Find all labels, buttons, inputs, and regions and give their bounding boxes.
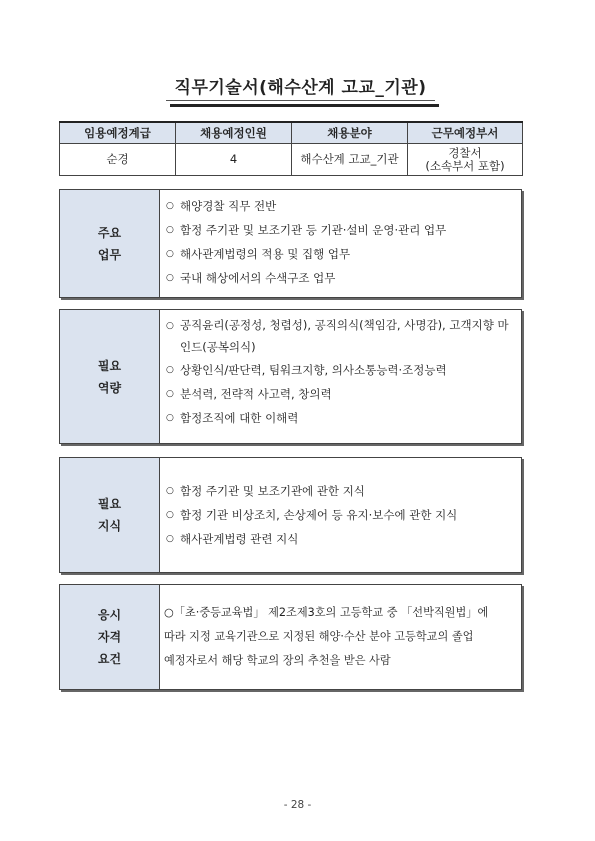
list-item (166, 266, 515, 290)
cell-rank: 순경 (60, 144, 176, 176)
section-eligibility (59, 584, 522, 690)
summary-header-row (60, 122, 523, 144)
list-item (166, 314, 515, 358)
bullet-icon: ○ (166, 201, 174, 211)
section-competencies (59, 309, 522, 444)
item-text: 해사관계법령 관련 지식 (180, 532, 299, 546)
list-item (166, 382, 515, 406)
label-line: 자격 (97, 630, 122, 644)
label-line: 지식 (97, 519, 122, 533)
section-body (160, 310, 521, 443)
bullet-icon: ○ (166, 321, 174, 331)
title-frame (166, 70, 439, 104)
header-count: 채용예정인원 (176, 122, 292, 144)
eligibility-line: 예정자로서 해당 학교의 장의 추천을 받은 사람 (164, 654, 391, 667)
label-line: 필요 (97, 497, 122, 511)
item-text: 해양경찰 직무 전반 (180, 199, 277, 213)
department-line2: (소속부서 포함) (425, 158, 505, 173)
cell-department (408, 144, 523, 176)
cell-count: 4 (176, 144, 292, 176)
item-text: 함정 주기관 및 보조기관 등 기관·설비 운영·관리 업무 (180, 223, 447, 237)
bullet-icon: ○ (166, 413, 174, 423)
summary-table (59, 121, 523, 176)
section-label (60, 310, 160, 443)
item-text: 함정조직에 대한 이해력 (180, 411, 299, 425)
list-item (166, 406, 515, 430)
list-item (166, 358, 515, 382)
eligibility-paragraph (164, 601, 515, 673)
bullet-icon: ○ (166, 510, 174, 520)
list-item (166, 479, 515, 503)
bullet-icon: ○ (166, 249, 174, 259)
header-rank: 임용예정계급 (60, 122, 176, 144)
bullet-icon: ○ (166, 365, 174, 375)
section-body (160, 458, 521, 572)
item-text: 해사관계법령의 적용 및 집행 업무 (180, 247, 351, 261)
header-department: 근무예정부서 (408, 122, 523, 144)
list-item (166, 527, 515, 551)
item-text: 함정 주기관 및 보조기관에 관한 지식 (180, 484, 365, 498)
bullet-icon: ○ (166, 273, 174, 283)
page-title: 직무기술서(해수산계 고교_기관) (166, 70, 435, 101)
section-body (160, 190, 521, 297)
cell-field: 해수산계 고교_기관 (292, 144, 408, 176)
list-item (166, 242, 515, 266)
section-label (60, 190, 160, 297)
section-duties (59, 189, 522, 298)
label-line: 업무 (97, 247, 122, 262)
summary-data-row (60, 144, 523, 176)
list-item (166, 218, 515, 242)
item-text: 공직윤리(공정성, 청렴성), 공직의식(책임감, 사명감), 고객지향 마인드(공복의식) (180, 318, 509, 354)
list-item (166, 194, 515, 218)
section-body (160, 585, 521, 689)
section-knowledge (59, 457, 522, 573)
label-line: 필요 (97, 358, 122, 373)
section-label (60, 458, 160, 572)
label-line: 응시 (97, 608, 122, 622)
item-text: 상황인식/판단력, 팀워크지향, 의사소통능력·조정능력 (180, 363, 447, 377)
list-item (166, 503, 515, 527)
bullet-icon: ○ (166, 534, 174, 544)
label-line: 역량 (97, 380, 122, 395)
header-field: 채용분야 (292, 122, 408, 144)
label-line: 요건 (97, 652, 122, 666)
bullet-icon: ○ (166, 225, 174, 235)
item-text: 분석력, 전략적 사고력, 창의력 (180, 387, 332, 401)
item-text: 국내 해상에서의 수색구조 업무 (180, 271, 336, 285)
section-label (60, 585, 160, 689)
eligibility-line: 따라 지정 교육기관으로 지정된 해양·수산 분야 고등학교의 졸업 (164, 630, 474, 643)
eligibility-line: ○「초·중등교육법」 제2조제3호의 고등학교 중 「선박직원법」에 (164, 606, 489, 619)
bullet-icon: ○ (166, 389, 174, 399)
page-number: - 28 - (283, 799, 312, 811)
label-line: 주요 (97, 225, 122, 240)
bullet-icon: ○ (166, 486, 174, 496)
item-text: 함정 기관 비상조치, 손상제어 등 유지·보수에 관한 지식 (180, 508, 458, 522)
department-line1: 경찰서 (448, 145, 482, 160)
